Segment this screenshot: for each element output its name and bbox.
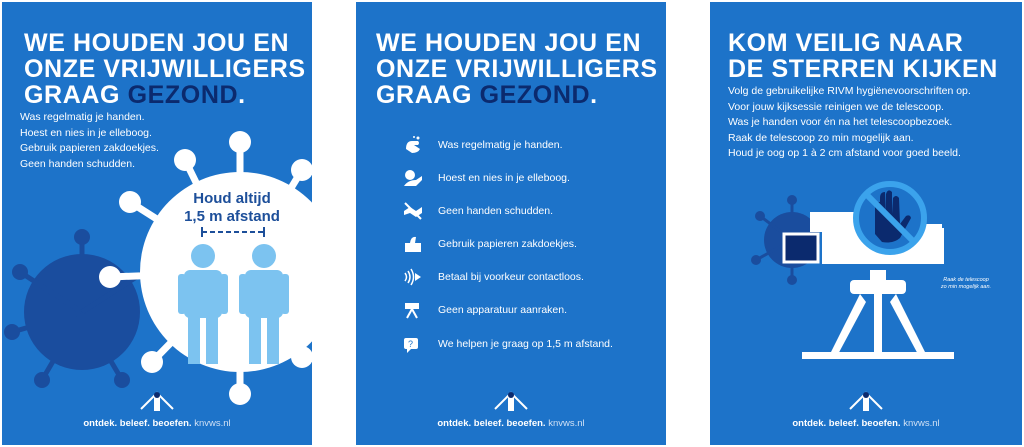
sneeze-elbow-icon (402, 168, 424, 188)
tissue-icon (402, 234, 424, 254)
poster-headline: WE HOUDEN JOU EN ONZE VRIJWILLIGERS GRAAG GEZOND. (24, 29, 306, 109)
distance-notice: Houd altijd 1,5 m afstand (184, 190, 280, 225)
dark-virus-icon (4, 229, 160, 388)
help-chat-icon (402, 334, 424, 354)
poster-footer: ontdek. beleef. beoefen. knvws.nl (83, 418, 231, 429)
telescope-note: Raak de telescoop zo min mogelijk aan. (940, 277, 992, 290)
poster-telescope-safety (710, 2, 1022, 445)
contactless-icon (402, 267, 424, 287)
poster-icon-rules: WE HOUDEN JOU EN ONZE VRIJWILLIGERS GRAAG GEZOND. Was regelmatig je handen. Hoest en nies in je elleboog. Geen handen schudden. Gebruik papieren zakdoekjes. Betaal bij voorkeur contactloos. Geen apparatuur aanraken. ? We helpen je graag op 1,5 m afstand. ontdek. beleef. beoefen. knvws.nl (356, 2, 666, 445)
svg-text:?: ? (408, 339, 414, 349)
telescope-illustration (710, 2, 1022, 445)
poster-footer: ontdek. beleef. beoefen. knvws.nl (437, 418, 585, 429)
telescope-icon (402, 300, 424, 320)
knvws-logo-icon (139, 389, 175, 415)
poster-headline: KOM VEILIG NAAR DE STERREN KIJKEN (728, 29, 998, 83)
telescope-tips: Volg de gebruikelijke RIVM hygiënevoorschriften op. Voor jouw kijksessie reinigen we de telescoop. Was je handen voor én na het telescoopbezoek. Raak de telescoop zo min mogelijk aan. Houd je oog op 1 à 2 cm afstand voor goed beeld. (728, 85, 971, 159)
poster-hygiene-rules (2, 2, 312, 445)
knvws-logo-icon (493, 389, 529, 415)
white-virus-icon (99, 131, 312, 405)
hand-wash-icon (402, 135, 424, 155)
poster-footer: ontdek. beleef. beoefen. knvws.nl (792, 418, 940, 429)
hygiene-tips: Was regelmatig je handen. Hoest en nies in je elleboog. Gebruik papieren zakdoekjes. Geen handen schudden. (20, 111, 159, 170)
no-handshake-icon (402, 201, 424, 221)
poster-headline: WE HOUDEN JOU EN ONZE VRIJWILLIGERS GRAAG GEZOND. (376, 29, 658, 109)
no-touch-icon (856, 184, 924, 252)
knvws-logo-icon (848, 389, 884, 415)
